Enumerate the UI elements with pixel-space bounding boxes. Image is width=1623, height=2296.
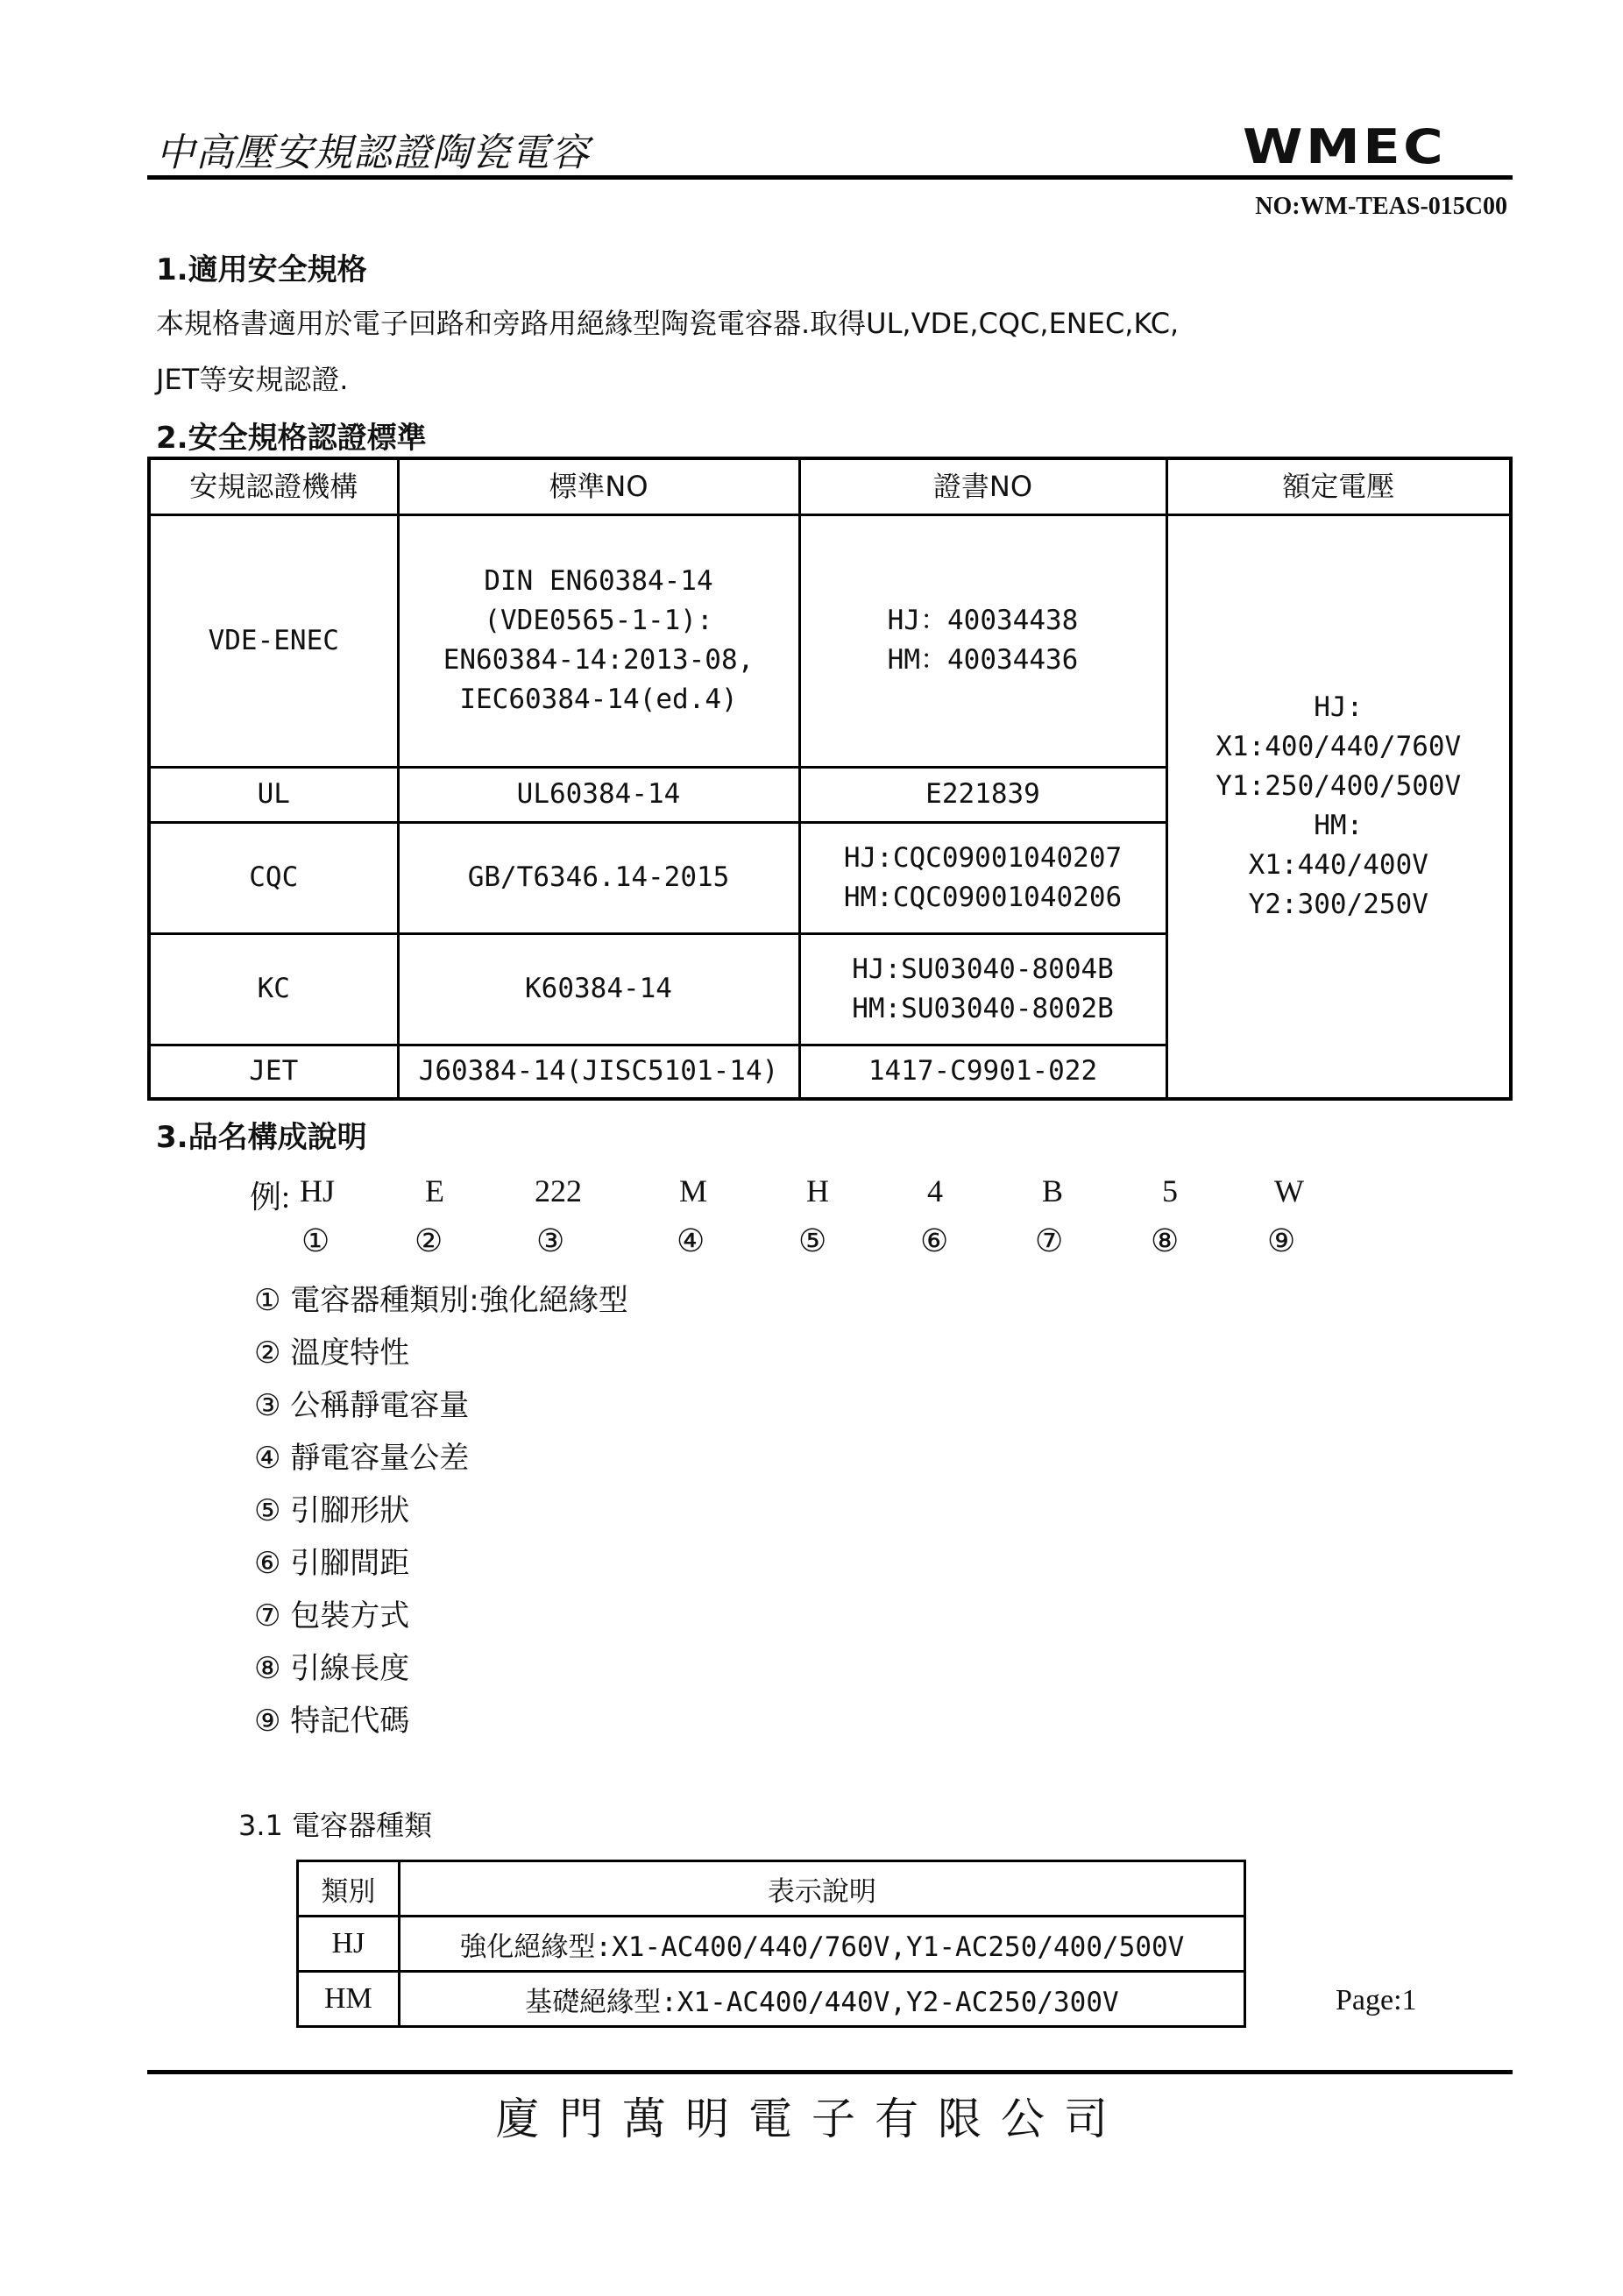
item-marker: ② — [254, 1336, 281, 1371]
item-marker: ⑤ — [254, 1493, 281, 1528]
example-part: H — [806, 1173, 829, 1208]
item-text: 溫度特性 — [290, 1336, 410, 1371]
document-number: NO:WM-TEAS-015C00 — [1255, 193, 1507, 220]
item-marker: ⑥ — [254, 1546, 281, 1581]
example-part: 4 — [927, 1173, 943, 1208]
item-text: 電容器種類別:強化絕緣型 — [290, 1283, 628, 1318]
document-title: 中高壓安規認證陶瓷電容 — [156, 131, 590, 175]
agency-cell: UL — [149, 767, 398, 822]
item-marker: ③ — [254, 1388, 281, 1423]
table-row — [149, 514, 1511, 767]
section-1-heading: 1.適用安全規格 — [156, 252, 367, 287]
certificate-cell — [799, 514, 1166, 767]
standard-cell: GB/T6346.14-2015 — [398, 822, 799, 933]
example-marker: ⑨ — [1267, 1223, 1296, 1259]
example-part: W — [1274, 1173, 1304, 1208]
rated-voltage-line: X1:400/440/760V — [1215, 731, 1462, 763]
certificate-cell — [799, 822, 1166, 933]
agency-cell: CQC — [149, 822, 398, 933]
standard-line: EN60384-14:2013-08, — [443, 644, 755, 676]
footer-divider — [147, 2070, 1513, 2074]
example-marker: ④ — [677, 1223, 705, 1259]
certificate-line: HM:SU03040-8002B — [852, 992, 1114, 1024]
rated-voltage-line: Y2:300/250V — [1248, 889, 1428, 921]
certification-table — [147, 457, 1513, 1101]
certificate-cell: E221839 — [799, 767, 1166, 822]
item-text: 引腳間距 — [290, 1546, 410, 1581]
certificate-line: HM:CQC09001040206 — [843, 881, 1123, 913]
column-header-agency: 安規認證機構 — [149, 458, 398, 514]
list-item — [254, 1434, 469, 1477]
rated-voltage-line: HM: — [1314, 810, 1364, 842]
section-3-1-heading: 3.1 電容器種類 — [238, 1809, 433, 1842]
example-label: 例: — [250, 1180, 291, 1215]
example-part: 222 — [535, 1173, 582, 1208]
agency-cell: VDE-ENEC — [149, 514, 398, 767]
list-item — [254, 1329, 409, 1371]
company-logo: WMEC — [1243, 119, 1447, 174]
rated-voltage-cell — [1166, 514, 1511, 1099]
example-marker: ⑤ — [798, 1223, 827, 1259]
page-number: Page:1 — [1336, 1984, 1417, 2016]
column-header-description: 表示說明 — [399, 1861, 1244, 1917]
example-part: 5 — [1162, 1173, 1178, 1208]
item-text: 包裝方式 — [290, 1598, 410, 1633]
list-item — [254, 1276, 628, 1319]
company-name: 廈門萬明電子有限公司 — [496, 2094, 1127, 2144]
rated-voltage-line: HJ: — [1314, 691, 1364, 724]
column-header-rated-voltage: 額定電壓 — [1166, 458, 1511, 514]
example-marker: ② — [415, 1223, 443, 1259]
item-text: 靜電容量公差 — [290, 1441, 470, 1476]
list-item — [254, 1539, 409, 1582]
table-row — [298, 1917, 1245, 1972]
list-item — [254, 1486, 409, 1529]
example-part: HJ — [300, 1173, 336, 1208]
category-cell: HM — [298, 1972, 400, 2027]
example-part: B — [1042, 1173, 1064, 1208]
standard-cell: UL60384-14 — [398, 767, 799, 822]
column-header-standard: 標準NO — [398, 458, 799, 514]
section-1-text-line-2: JET等安規認證. — [156, 363, 349, 396]
example-marker: ⑥ — [920, 1223, 949, 1259]
certificate-cell: 1417-C9901-022 — [799, 1045, 1166, 1099]
section-3-heading: 3.品名構成說明 — [156, 1120, 367, 1155]
column-header-certificate: 證書NO — [799, 458, 1166, 514]
item-marker: ⑨ — [254, 1704, 281, 1739]
description-cell: 強化絕緣型:X1-AC400/440/760V,Y1-AC250/400/500V — [399, 1917, 1244, 1972]
standard-line: IEC60384-14(ed.4) — [459, 684, 738, 715]
certificate-line: HJ:CQC09001040207 — [843, 841, 1123, 874]
item-marker: ⑧ — [254, 1651, 281, 1686]
standard-line: DIN EN60384-14 — [484, 565, 713, 597]
item-text: 引線長度 — [290, 1651, 410, 1686]
rated-voltage-line: X1:440/400V — [1248, 849, 1428, 882]
example-marker: ⑧ — [1151, 1223, 1180, 1259]
list-item — [254, 1644, 409, 1687]
item-text: 引腳形狀 — [290, 1493, 410, 1528]
item-text: 公稱靜電容量 — [290, 1388, 470, 1423]
certificate-cell — [799, 933, 1166, 1045]
standard-cell: J60384-14(JISC5101-14) — [398, 1045, 799, 1099]
item-marker: ④ — [254, 1441, 281, 1476]
agency-cell: KC — [149, 933, 398, 1045]
standard-line: (VDE0565-1-1): — [484, 605, 713, 636]
standard-cell — [398, 514, 799, 767]
certificate-line: HM：40034436 — [887, 644, 1079, 676]
example-marker: ③ — [536, 1223, 565, 1259]
certificate-line: HJ：40034438 — [887, 605, 1079, 636]
list-item — [254, 1381, 469, 1424]
standard-cell: K60384-14 — [398, 933, 799, 1045]
certificate-line: HJ:SU03040-8004B — [852, 953, 1114, 985]
description-cell: 基礎絕緣型:X1-AC400/440V,Y2-AC250/300V — [399, 1972, 1244, 2027]
section-2-heading: 2.安全規格認證標準 — [156, 421, 427, 456]
example-marker: ⑦ — [1035, 1223, 1064, 1259]
agency-cell: JET — [149, 1045, 398, 1099]
capacitor-type-table — [296, 1860, 1246, 2028]
example-part: E — [425, 1173, 444, 1208]
list-item — [254, 1697, 409, 1740]
table-row — [298, 1972, 1245, 2027]
item-text: 特記代碼 — [290, 1704, 410, 1739]
item-marker: ① — [254, 1283, 281, 1318]
header-divider — [147, 175, 1513, 180]
item-marker: ⑦ — [254, 1598, 281, 1633]
rated-voltage-line: Y1:250/400/500V — [1215, 770, 1462, 803]
section-1-text-line-1: 本規格書適用於電子回路和旁路用絕緣型陶瓷電容器.取得UL,VDE,CQC,ENEC,KC, — [156, 307, 1180, 340]
example-part: M — [679, 1173, 708, 1208]
category-cell: HJ — [298, 1917, 400, 1972]
capacitor-type-table-header — [298, 1861, 1245, 1917]
example-marker: ① — [301, 1223, 330, 1259]
certification-table-header — [149, 458, 1511, 514]
column-header-category: 類別 — [298, 1861, 400, 1917]
list-item — [254, 1591, 409, 1634]
